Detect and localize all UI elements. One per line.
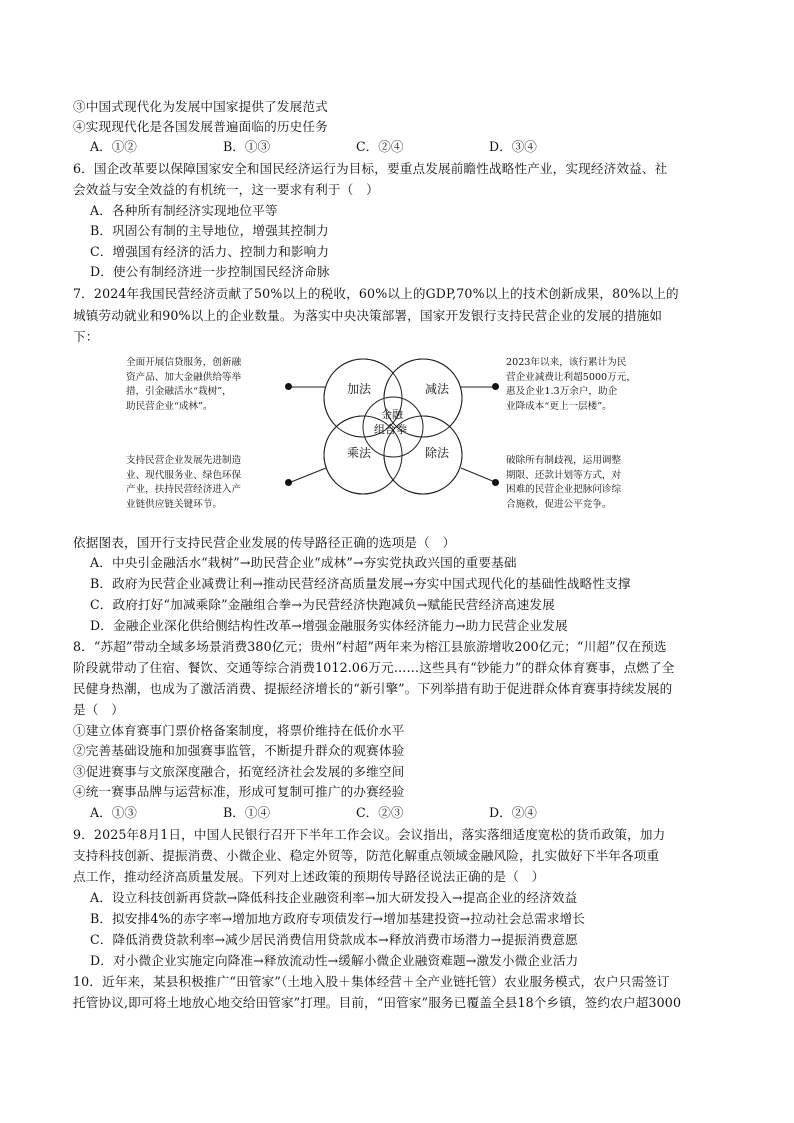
q7-stem-line2: 城镇劳动就业和90%以上的企业数量。为落实中央决策部署，国家开发银行支持民营企业的发展的措施如 <box>73 308 663 323</box>
connector-dot <box>285 479 292 486</box>
label-sub: 减法 <box>425 382 450 396</box>
q9-option-c[interactable]: C．降低消费贷款利率→减少居民消费信用贷款成本→释放消费市场潜力→提振消费意愿 <box>90 932 578 947</box>
q9-option-b[interactable]: B．拟安排4%的赤字率→增加地方政府专项债发行→增加基建投资→拉动社会总需求增长 <box>90 911 586 926</box>
q6-option-d[interactable]: D．使公有制经济进一步控制国民经济命脉 <box>90 264 330 279</box>
q8-item-1: ①建立体育赛事门票价格备案制度，将票价维持在低价水平 <box>73 723 405 738</box>
q6-stem-line1: 6．国企改革要以保障国家安全和国民经济运行为目标，要重点发展前瞻性战略性产业，实现经济效益、社 <box>73 161 668 176</box>
label-mul: 乘法 <box>347 446 372 460</box>
q8-item-2: ②完善基础设施和加强赛事监管，不断提升群众的观赛体验 <box>73 743 405 758</box>
q8-stem-line4: 是（ ） <box>73 702 124 717</box>
q7-option-a[interactable]: A．中央引金融活水“栽树”→助民营企业“成林”→夯实党执政兴国的重要基础 <box>90 555 517 570</box>
q9-option-a[interactable]: A．设立科技创新再贷款→降低科技企业融资利率→加大研发投入→提高企业的经济效益 <box>90 890 578 905</box>
q5-option-d[interactable]: D．③④ <box>489 139 537 154</box>
center-line2: 组合拳 <box>374 423 407 436</box>
connector-dot <box>492 479 499 486</box>
q8-stem-line3: 民健身热潮，也成为了激活消费、提振经济增长的“新引擎”。下列举措有助于促进群众体育赛事持续发展的 <box>73 681 673 696</box>
finance-combination-diagram <box>120 350 680 525</box>
q7-stem-line1: 7．2024年我国民营经济贡献了50%以上的税收，60%以上的GDP,70%以上的技术创新成果，80%以上的 <box>73 286 679 301</box>
label-add: 加法 <box>347 382 372 396</box>
q8-stem-line1: 8．“苏超”带动全域多场景消费380亿元；贵州“村超”两年来为榕江县旅游增收200亿元；“川超”仅在预选 <box>73 639 667 654</box>
q5-option-b[interactable]: B．①③ <box>223 139 271 154</box>
q9-stem-line1: 9．2025年8月1日，中国人民银行召开下半年工作会议。会议指出，落实落细适度宽松的货币政策，加力 <box>73 827 666 842</box>
q9-stem-line3: 点工作，推动经济高质量发展。下列对上述政策的预期传导路径说法正确的是（ ） <box>73 869 545 884</box>
label-div: 除法 <box>425 446 450 460</box>
q6-stem-line2: 会效益与安全效益的有机统一，这一要求有利于（ ） <box>73 182 379 197</box>
q5-option-c[interactable]: C．②④ <box>356 139 404 154</box>
q7-option-d[interactable]: D．金融企业深化供给侧结构性改革→增强金融服务实体经济能力→助力民营企业发展 <box>90 618 568 633</box>
connector-dot <box>285 383 292 390</box>
q9-option-d[interactable]: D．对小微企业实施定向降准→释放流动性→缓解小微企业融资难题→激发小微企业活力 <box>90 953 579 968</box>
q5-option-a[interactable]: A．①② <box>90 139 137 154</box>
q8-item-3: ③促进赛事与文旅深度融合，拓宽经济社会发展的多维空间 <box>73 764 405 779</box>
q6-option-c[interactable]: C．增强国有经济的活力、控制力和影响力 <box>90 244 330 259</box>
center-line1: 金融 <box>381 408 403 421</box>
q5-options <box>90 137 622 157</box>
q6-option-b[interactable]: B．巩固公有制的主导地位，增强其控制力 <box>90 223 329 238</box>
note-mul: 支持民营企业发展先进制造 业、现代服务业、绿色环保 产业，扶持民营经济进入产 业链供应链关键环节。 <box>126 455 242 510</box>
note-sub: 2023年以来，该行累计为民 营企业减费让利超5000万元， 惠及企业1.3万余户，助企 业降成本“更上一层楼”。 <box>506 357 636 412</box>
q9-stem-line2: 支持科技创新、提振消费、小微企业、稳定外贸等，防范化解重点领域金融风险，扎实做好下半年各项重 <box>73 848 660 863</box>
q8-option-c[interactable]: C．②③ <box>356 805 404 820</box>
note-add: 全面开展信贷服务，创新融 资产品、加大金融供给等举 措，引金融活水“栽树”， 助民营企业“成林”。 <box>126 357 242 412</box>
q8-item-4: ④统一赛事品牌与运营标准，形成可复制可推广的办赛经验 <box>73 784 405 799</box>
q7-question: 依据图表，国开行支持民营企业发展的传导路径正确的选项是（ ） <box>73 535 456 550</box>
q7-option-c[interactable]: C．政府打好“加减乘除”金融组合拳→为民营经济快跑减负→赋能民营经济高速发展 <box>90 597 555 612</box>
q7-stem-line3: 下： <box>73 329 99 344</box>
q10-stem-line2: 托管协议,即可将土地放心地交给田管家”打理。目前，“田管家”服务已覆盖全县18个乡镇，签约农户超3000 <box>73 995 682 1010</box>
q5-item-3: ③中国式现代化为发展中国家提供了发展范式 <box>73 99 328 114</box>
q8-option-a[interactable]: A．①③ <box>90 805 137 820</box>
q5-item-4: ④实现现代化是各国发展普遍面临的历史任务 <box>73 119 328 134</box>
note-div: 破除所有制歧视，运用调整 期限、还款计划等方式，对 困难的民营企业把脉问诊综 合施救，促进公平竞争。 <box>506 455 622 510</box>
q8-option-d[interactable]: D．②④ <box>489 805 537 820</box>
connector-dot <box>492 383 499 390</box>
q8-stem-line2: 阶段就带动了住宿、餐饮、交通等综合消费1012.06万元……这些具有“钞能力”的群众体育赛事，点燃了全 <box>73 660 675 675</box>
q6-option-a[interactable]: A．各种所有制经济实现地位平等 <box>90 203 278 218</box>
q10-stem-line1: 10．近年来，某县积极推广“田管家”（土地入股＋集体经营＋全产业链托管）农业服务模式，农户只需签订 <box>73 974 670 989</box>
q8-option-b[interactable]: B．①④ <box>223 805 271 820</box>
q8-options <box>90 803 622 823</box>
q7-option-b[interactable]: B．政府为民营企业减费让利→推动民营经济高质量发展→夯实中国式现代化的基础性战略性支撑 <box>90 576 631 591</box>
